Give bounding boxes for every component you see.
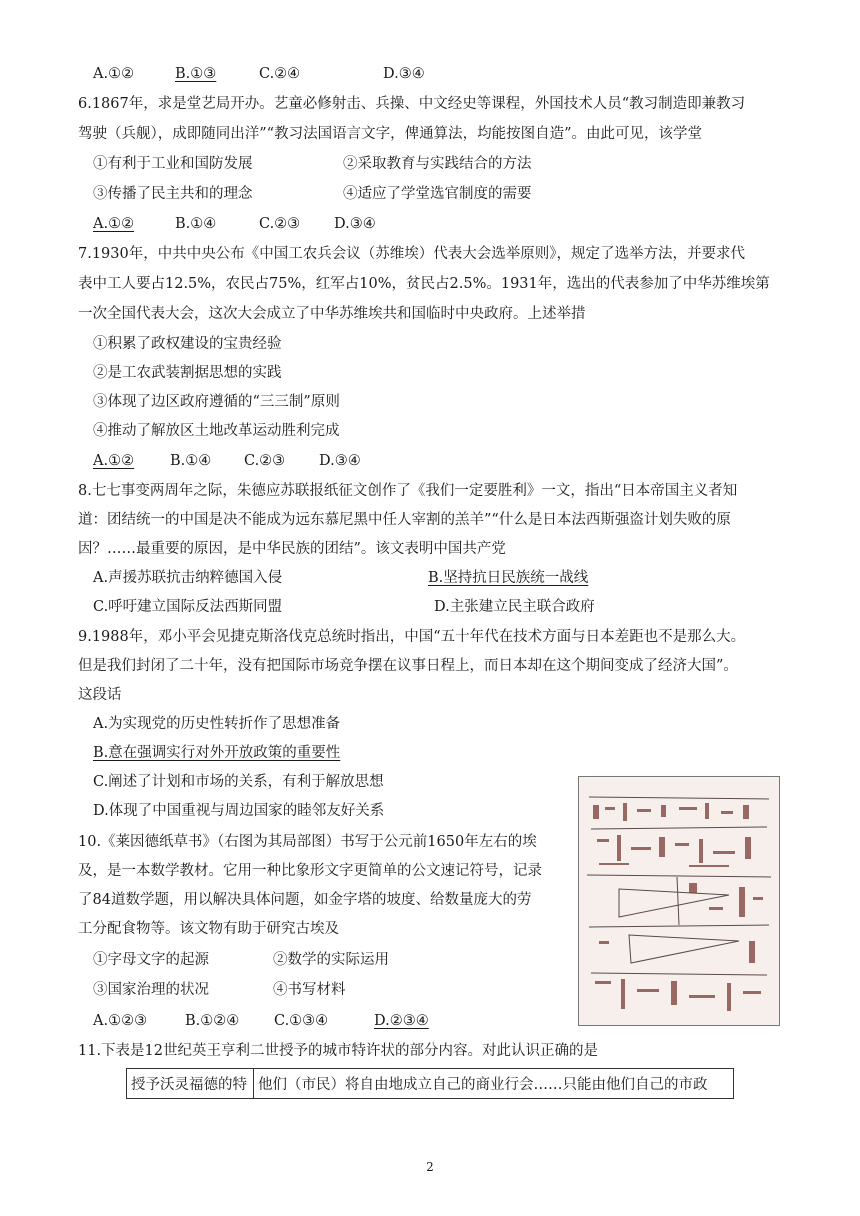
q7-item-4: ④推动了解放区土地改革运动胜利完成 — [93, 423, 340, 439]
q10-item-2: ②数学的实际运用 — [273, 952, 389, 968]
table-cell: 授予沃灵福德的特 — [127, 1069, 254, 1099]
q9-stem-line: 9.1988年，邓小平会见捷克斯洛伐克总统时指出，中国“五十年代在技术方面与日本差距也不是那么大。 — [78, 629, 746, 645]
q5-option-d: D.③④ — [383, 66, 425, 82]
q7-option-d: D.③④ — [319, 453, 361, 469]
q6-option-d: D.③④ — [334, 216, 376, 232]
q7-option-b: B.①④ — [170, 453, 212, 469]
q5-option-a: A.①② — [93, 66, 135, 82]
q7-stem-line: 表中工人要占12.5%，农民占75%，红军占10%，贫民占2.5%。1931年，选出的代表参加了中华苏维埃第 — [78, 276, 770, 292]
page-number: 2 — [426, 1160, 434, 1174]
q10-option-a: A.①②③ — [93, 1013, 148, 1029]
q7-option-a: A.①② — [93, 453, 135, 469]
q8-stem-line: 因？……最重要的原因，是中华民族的团结”。该文表明中国共产党 — [78, 541, 506, 557]
q9-option-d: D.体现了中国重视与周边国家的睦邻友好关系 — [93, 803, 385, 819]
q7-item-2: ②是工农武装割据思想的实践 — [93, 365, 282, 381]
q6-item-4: ④适应了学堂选官制度的需要 — [343, 186, 532, 202]
q6-item-2: ②采取教育与实践结合的方法 — [343, 156, 532, 172]
q7-item-1: ①积累了政权建设的宝贵经验 — [93, 336, 282, 352]
q10-item-1: ①字母文字的起源 — [93, 952, 209, 968]
q6-option-b: B.①④ — [175, 216, 217, 232]
q9-option-b: B.意在强调实行对外开放政策的重要性 — [93, 745, 341, 761]
q8-option-a: A.声援苏联抗击纳粹德国入侵 — [93, 570, 283, 586]
q11-stem-line: 11.下表是12世纪英王亨利二世授予的城市特许状的部分内容。对此认识正确的是 — [78, 1043, 599, 1059]
q7-stem-line: 一次全国代表大会，这次大会成立了中华苏维埃共和国临时中央政府。上述举措 — [78, 306, 586, 322]
q9-stem-line: 这段话 — [78, 687, 122, 703]
q6-item-3: ③传播了民主共和的理念 — [93, 186, 253, 202]
q6-option-a: A.①② — [93, 216, 135, 232]
q7-item-3: ③体现了边区政府遵循的“三三制”原则 — [93, 394, 340, 410]
q10-option-d: D.②③④ — [374, 1013, 429, 1029]
q8-stem-line: 道：团结统一的中国是决不能成为远东慕尼黑中任人宰割的羔羊”“什么是日本法西斯强盗计划失败的原 — [78, 512, 731, 528]
q9-option-c: C.阐述了计划和市场的关系，有利于解放思想 — [93, 774, 384, 790]
q7-option-c: C.②③ — [244, 453, 286, 469]
table-row — [127, 1069, 734, 1099]
q5-option-b: B.①③ — [175, 66, 217, 82]
q10-item-3: ③国家治理的状况 — [93, 982, 209, 998]
q10-option-b: B.①②④ — [185, 1013, 240, 1029]
q10-item-4: ④书写材料 — [273, 982, 346, 998]
q10-stem-line: 及，是一本数学教材。它用一种比象形文字更简单的公文速记符号，记录 — [78, 863, 542, 879]
q6-option-c: C.②③ — [259, 216, 301, 232]
charter-table — [126, 1068, 734, 1099]
q8-option-c: C.呼吁建立国际反法西斯同盟 — [93, 599, 283, 615]
q9-option-a: A.为实现党的历史性转折作了思想准备 — [93, 716, 341, 732]
q6-item-1: ①有利于工业和国防发展 — [93, 156, 253, 172]
q10-stem-line: 工分配食物等。该文物有助于研究古埃及 — [78, 921, 339, 937]
q6-stem-line: 驾驶（兵舰），成即随同出洋”“教习法国语言文字，俾通算法，均能按图自造”。由此可见，该学堂 — [78, 126, 702, 142]
q8-stem-line: 8.七七事变两周年之际，朱德应苏联报纸征文创作了《我们一定要胜利》一文，指出“日本帝国主义者知 — [78, 483, 738, 499]
table-cell: 他们（市民）将自由地成立自己的商业行会……只能由他们自己的市政 — [254, 1069, 734, 1099]
q7-stem-line: 7.1930年，中共中央公布《中国工农兵会议（苏维埃）代表大会选举原则》，规定了选举方法，并要求代 — [78, 246, 745, 262]
rhind-papyrus-image — [578, 776, 780, 1026]
q8-option-b: B.坚持抗日民族统一战线 — [428, 570, 589, 586]
q10-stem-line: 了84道数学题，用以解决具体问题，如金字塔的坡度、给数量庞大的劳 — [78, 892, 532, 908]
q6-stem-line: 6.1867年，求是堂艺局开办。艺童必修射击、兵操、中文经史等课程，外国技术人员“教习制造即兼教习 — [78, 96, 746, 112]
q5-option-c: C.②④ — [259, 66, 301, 82]
q8-option-d: D.主张建立民主联合政府 — [434, 599, 595, 615]
q9-stem-line: 但是我们封闭了二十年，没有把国际市场竞争摆在议事日程上，而日本却在这个期间变成了经济大国”。 — [78, 658, 738, 674]
q10-option-c: C.①③④ — [274, 1013, 329, 1029]
q10-stem-line: 10.《莱因德纸草书》（右图为其局部图）书写于公元前1650年左右的埃 — [78, 834, 537, 850]
